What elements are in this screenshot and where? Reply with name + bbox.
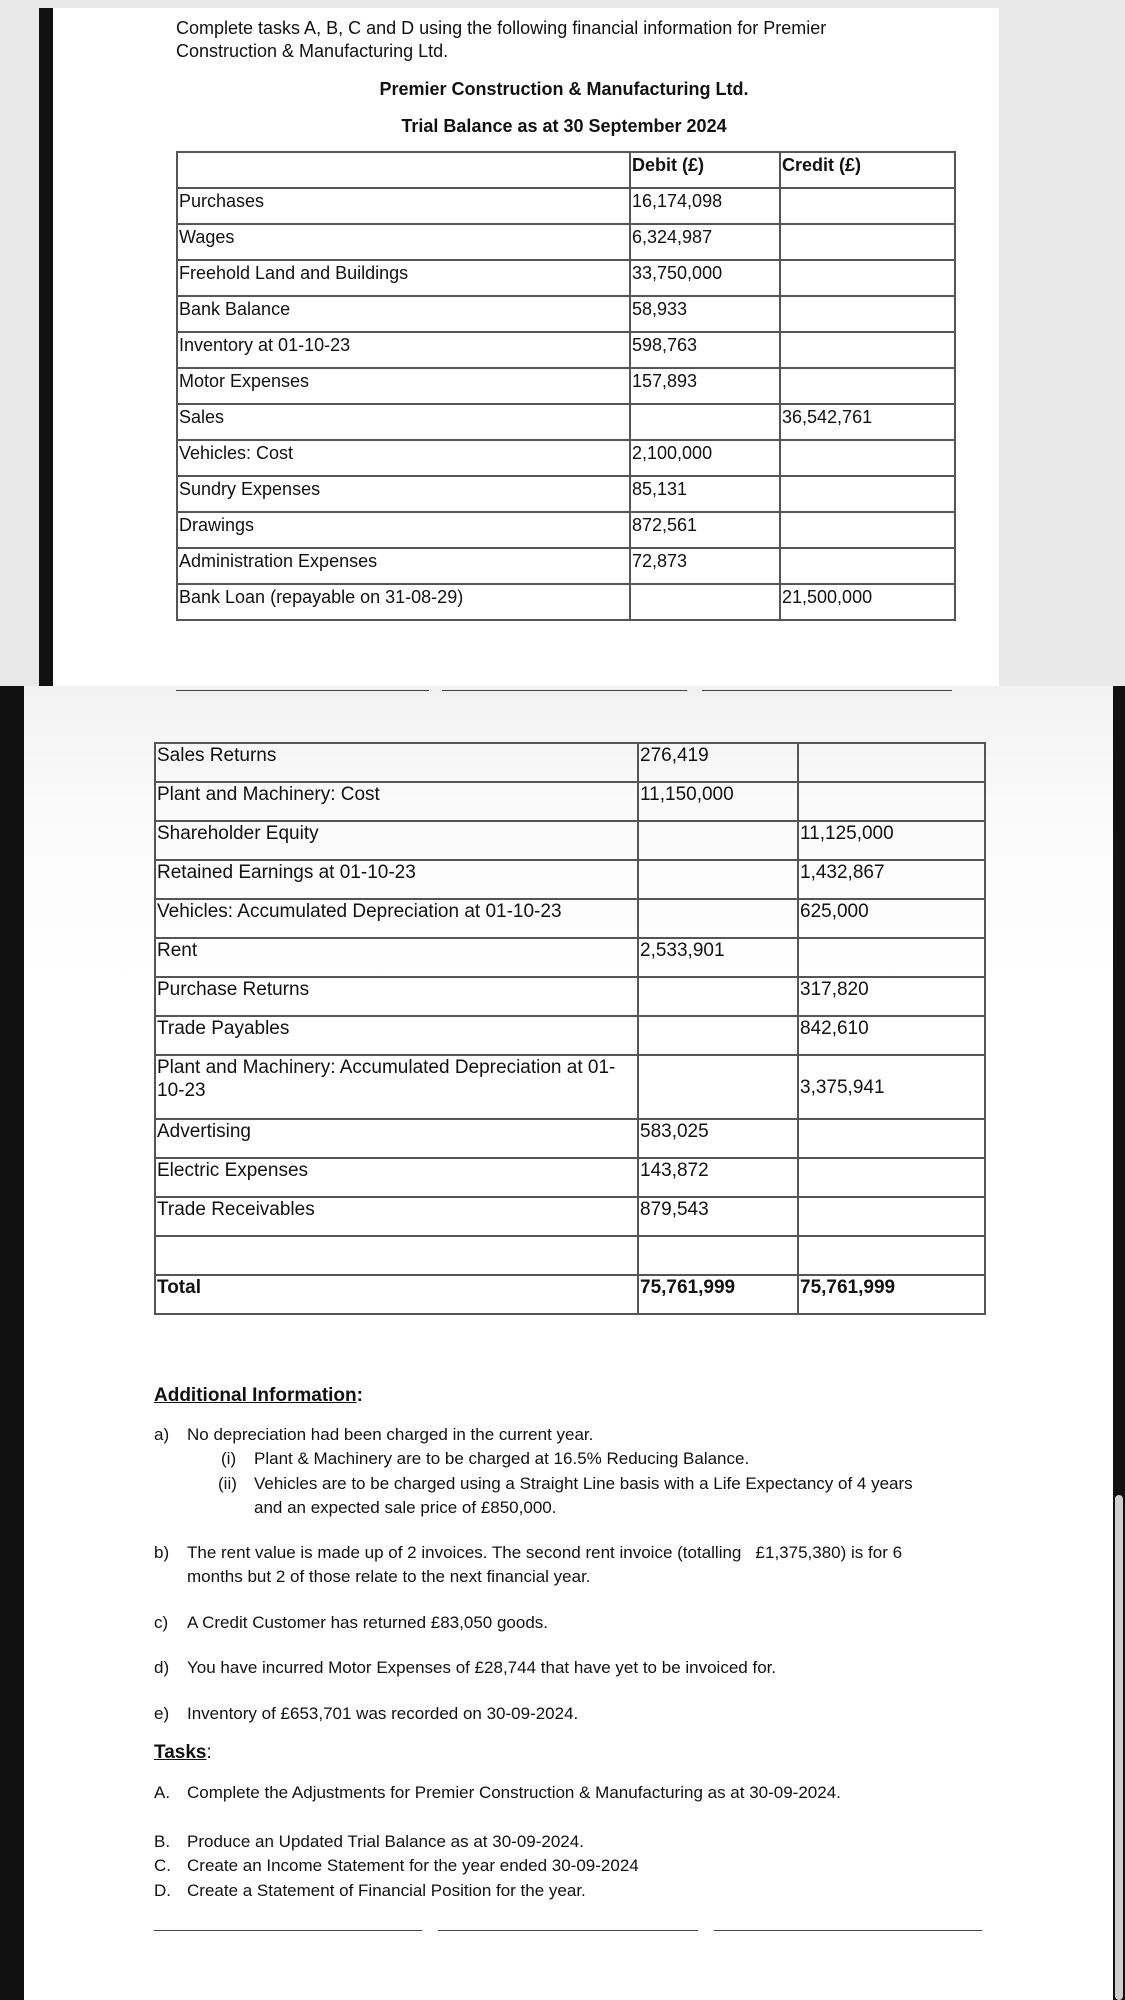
credit-cell <box>780 332 955 368</box>
table-row <box>177 332 955 368</box>
item-d-marker: d) <box>154 1658 170 1677</box>
heading-colon: : <box>356 1385 363 1406</box>
signature-line <box>176 690 429 691</box>
task-a-text: Complete the Adjustments for Premier Construction & Manufacturing as at 30-09-2024. <box>187 1783 841 1802</box>
credit-cell: 3,375,941 <box>798 1055 985 1119</box>
account-cell: Purchase Returns <box>155 977 638 1016</box>
item-d-text: You have incurred Motor Expenses of £28,744 that have yet to be invoiced for. <box>187 1658 777 1677</box>
table-row <box>155 1236 985 1275</box>
table-row <box>155 1055 985 1119</box>
debit-cell <box>638 1236 798 1275</box>
item-a-ii-text-1: Vehicles are to be charged using a Straight Line basis with a Life Expectancy of 4 years <box>254 1474 913 1493</box>
item-b-text-1: The rent value is made up of 2 invoices. The second rent invoice (totalling £1,375,380) is for 6 <box>187 1543 903 1562</box>
account-cell: Vehicles: Accumulated Depreciation at 01-10-23 <box>155 899 638 938</box>
item-e-marker: e) <box>154 1704 170 1723</box>
table-row <box>155 1119 985 1158</box>
credit-cell <box>780 476 955 512</box>
credit-cell: 842,610 <box>798 1016 985 1055</box>
credit-cell <box>780 224 955 260</box>
debit-cell: 2,100,000 <box>630 440 780 476</box>
debit-cell: 143,872 <box>638 1158 798 1197</box>
account-cell <box>155 1236 638 1275</box>
signature-line <box>442 690 687 691</box>
item-c-text: A Credit Customer has returned £83,050 goods. <box>187 1613 548 1632</box>
account-cell: Bank Loan (repayable on 31-08-29) <box>177 584 630 620</box>
signature-line <box>154 1930 422 1931</box>
task-c-text: Create an Income Statement for the year ended 30-09-2024 <box>187 1856 639 1875</box>
debit-cell <box>630 404 780 440</box>
credit-cell: 1,432,867 <box>798 860 985 899</box>
account-cell: Vehicles: Cost <box>177 440 630 476</box>
debit-cell: 11,150,000 <box>638 782 798 821</box>
table-row <box>177 368 955 404</box>
account-cell: Freehold Land and Buildings <box>177 260 630 296</box>
debit-cell: 276,419 <box>638 743 798 782</box>
signature-line <box>714 1930 982 1931</box>
credit-cell <box>780 368 955 404</box>
item-a-i-marker: (i) <box>221 1449 237 1468</box>
debit-cell <box>638 1055 798 1119</box>
credit-cell <box>780 512 955 548</box>
task-b-text: Produce an Updated Trial Balance as at 30-09-2024. <box>187 1832 584 1851</box>
total-debit: 75,761,999 <box>638 1275 798 1314</box>
table-row <box>155 938 985 977</box>
credit-cell <box>780 548 955 584</box>
credit-cell <box>798 782 985 821</box>
debit-cell: 157,893 <box>630 368 780 404</box>
debit-cell: 16,174,098 <box>630 188 780 224</box>
account-cell: Sales <box>177 404 630 440</box>
account-cell: Trade Payables <box>155 1016 638 1055</box>
debit-cell: 2,533,901 <box>638 938 798 977</box>
table-row <box>155 743 985 782</box>
credit-cell <box>798 1197 985 1236</box>
item-a-text: No depreciation had been charged in the current year. <box>187 1425 594 1444</box>
table-row <box>177 404 955 440</box>
table-row <box>177 440 955 476</box>
table-row <box>177 296 955 332</box>
item-b-marker: b) <box>154 1543 170 1562</box>
account-cell: Purchases <box>177 188 630 224</box>
scrollbar-thumb[interactable] <box>1115 1495 1123 2000</box>
debit-cell: 598,763 <box>630 332 780 368</box>
item-a-ii-marker: (ii) <box>218 1474 237 1493</box>
credit-cell: 36,542,761 <box>780 404 955 440</box>
credit-cell <box>780 440 955 476</box>
task-c-marker: C. <box>154 1856 171 1875</box>
credit-cell <box>798 1236 985 1275</box>
table-row <box>155 821 985 860</box>
credit-cell <box>780 296 955 332</box>
table-row <box>155 977 985 1016</box>
table-header-row <box>177 152 955 188</box>
credit-cell <box>798 1119 985 1158</box>
debit-cell: 6,324,987 <box>630 224 780 260</box>
table-row <box>155 782 985 821</box>
debit-cell: 879,543 <box>638 1197 798 1236</box>
account-cell: Inventory at 01-10-23 <box>177 332 630 368</box>
credit-cell: 21,500,000 <box>780 584 955 620</box>
task-b-marker: B. <box>154 1832 171 1851</box>
table-row <box>155 860 985 899</box>
total-label: Total <box>155 1275 638 1314</box>
debit-cell: 58,933 <box>630 296 780 332</box>
task-d-marker: D. <box>154 1881 171 1900</box>
credit-cell: 11,125,000 <box>798 821 985 860</box>
account-cell: Bank Balance <box>177 296 630 332</box>
tasks-colon: : <box>206 1742 212 1763</box>
account-cell: Shareholder Equity <box>155 821 638 860</box>
table-row <box>177 548 955 584</box>
account-cell: Wages <box>177 224 630 260</box>
left-dark-edge <box>39 8 53 728</box>
task-d-text: Create a Statement of Financial Position for the year. <box>187 1881 586 1900</box>
item-a-i-text: Plant & Machinery are to be charged at 16.5% Reducing Balance. <box>254 1449 750 1468</box>
debit-cell: 85,131 <box>630 476 780 512</box>
company-title: Premier Construction & Manufacturing Ltd. <box>379 79 749 99</box>
debit-cell <box>638 860 798 899</box>
table-row <box>155 899 985 938</box>
item-c-marker: c) <box>154 1613 169 1632</box>
trial-balance-table-part-1 <box>176 151 956 621</box>
credit-cell <box>798 743 985 782</box>
tasks-heading-text: Tasks <box>154 1742 207 1763</box>
account-cell: Trade Receivables <box>155 1197 638 1236</box>
debit-cell <box>638 1016 798 1055</box>
credit-cell <box>780 260 955 296</box>
account-cell: Electric Expenses <box>155 1158 638 1197</box>
total-row <box>155 1275 985 1314</box>
additional-info-heading-text: Additional Information <box>154 1385 357 1406</box>
trial-balance-title: Trial Balance as at 30 September 2024 <box>401 116 727 136</box>
credit-cell <box>780 188 955 224</box>
debit-cell <box>630 584 780 620</box>
table-row <box>177 188 955 224</box>
credit-cell: 625,000 <box>798 899 985 938</box>
debit-cell <box>638 899 798 938</box>
additional-info-heading <box>154 1385 363 1407</box>
signature-line <box>438 1930 698 1931</box>
debit-cell: 583,025 <box>638 1119 798 1158</box>
table-row <box>155 1158 985 1197</box>
account-cell: Administration Expenses <box>177 548 630 584</box>
header-debit: Debit (£) <box>630 152 780 188</box>
table-row <box>177 584 955 620</box>
table-row <box>177 476 955 512</box>
table-row <box>177 224 955 260</box>
account-cell: Retained Earnings at 01-10-23 <box>155 860 638 899</box>
debit-cell: 72,873 <box>630 548 780 584</box>
debit-cell <box>638 821 798 860</box>
debit-cell <box>638 977 798 1016</box>
header-credit: Credit (£) <box>780 152 955 188</box>
total-credit: 75,761,999 <box>798 1275 985 1314</box>
credit-cell <box>798 1158 985 1197</box>
item-e-text: Inventory of £653,701 was recorded on 30-09-2024. <box>187 1704 579 1723</box>
account-cell: Rent <box>155 938 638 977</box>
credit-cell <box>798 938 985 977</box>
account-cell: Advertising <box>155 1119 638 1158</box>
intro-line-2: Construction & Manufacturing Ltd. <box>176 41 449 61</box>
item-b-text-2: months but 2 of those relate to the next financial year. <box>187 1567 591 1586</box>
account-cell: Drawings <box>177 512 630 548</box>
item-a-ii-text-2: and an expected sale price of £850,000. <box>254 1498 557 1517</box>
table-row <box>155 1016 985 1055</box>
signature-line <box>702 690 952 691</box>
header-account <box>177 152 630 188</box>
account-cell: Plant and Machinery: Cost <box>155 782 638 821</box>
debit-cell: 33,750,000 <box>630 260 780 296</box>
account-cell: Sundry Expenses <box>177 476 630 512</box>
task-a-marker: A. <box>154 1783 171 1802</box>
trial-balance-table-part-2 <box>154 742 986 1315</box>
account-cell: Plant and Machinery: Accumulated Depreciation at 01-10-23 <box>155 1055 638 1119</box>
item-a-marker: a) <box>154 1425 170 1444</box>
credit-cell: 317,820 <box>798 977 985 1016</box>
debit-cell: 872,561 <box>630 512 780 548</box>
table-row <box>177 512 955 548</box>
account-cell: Sales Returns <box>155 743 638 782</box>
table-row <box>155 1197 985 1236</box>
account-cell: Motor Expenses <box>177 368 630 404</box>
table-row <box>177 260 955 296</box>
tasks-heading <box>154 1742 212 1764</box>
intro-line-1: Complete tasks A, B, C and D using the following financial information for Premier <box>176 18 827 38</box>
